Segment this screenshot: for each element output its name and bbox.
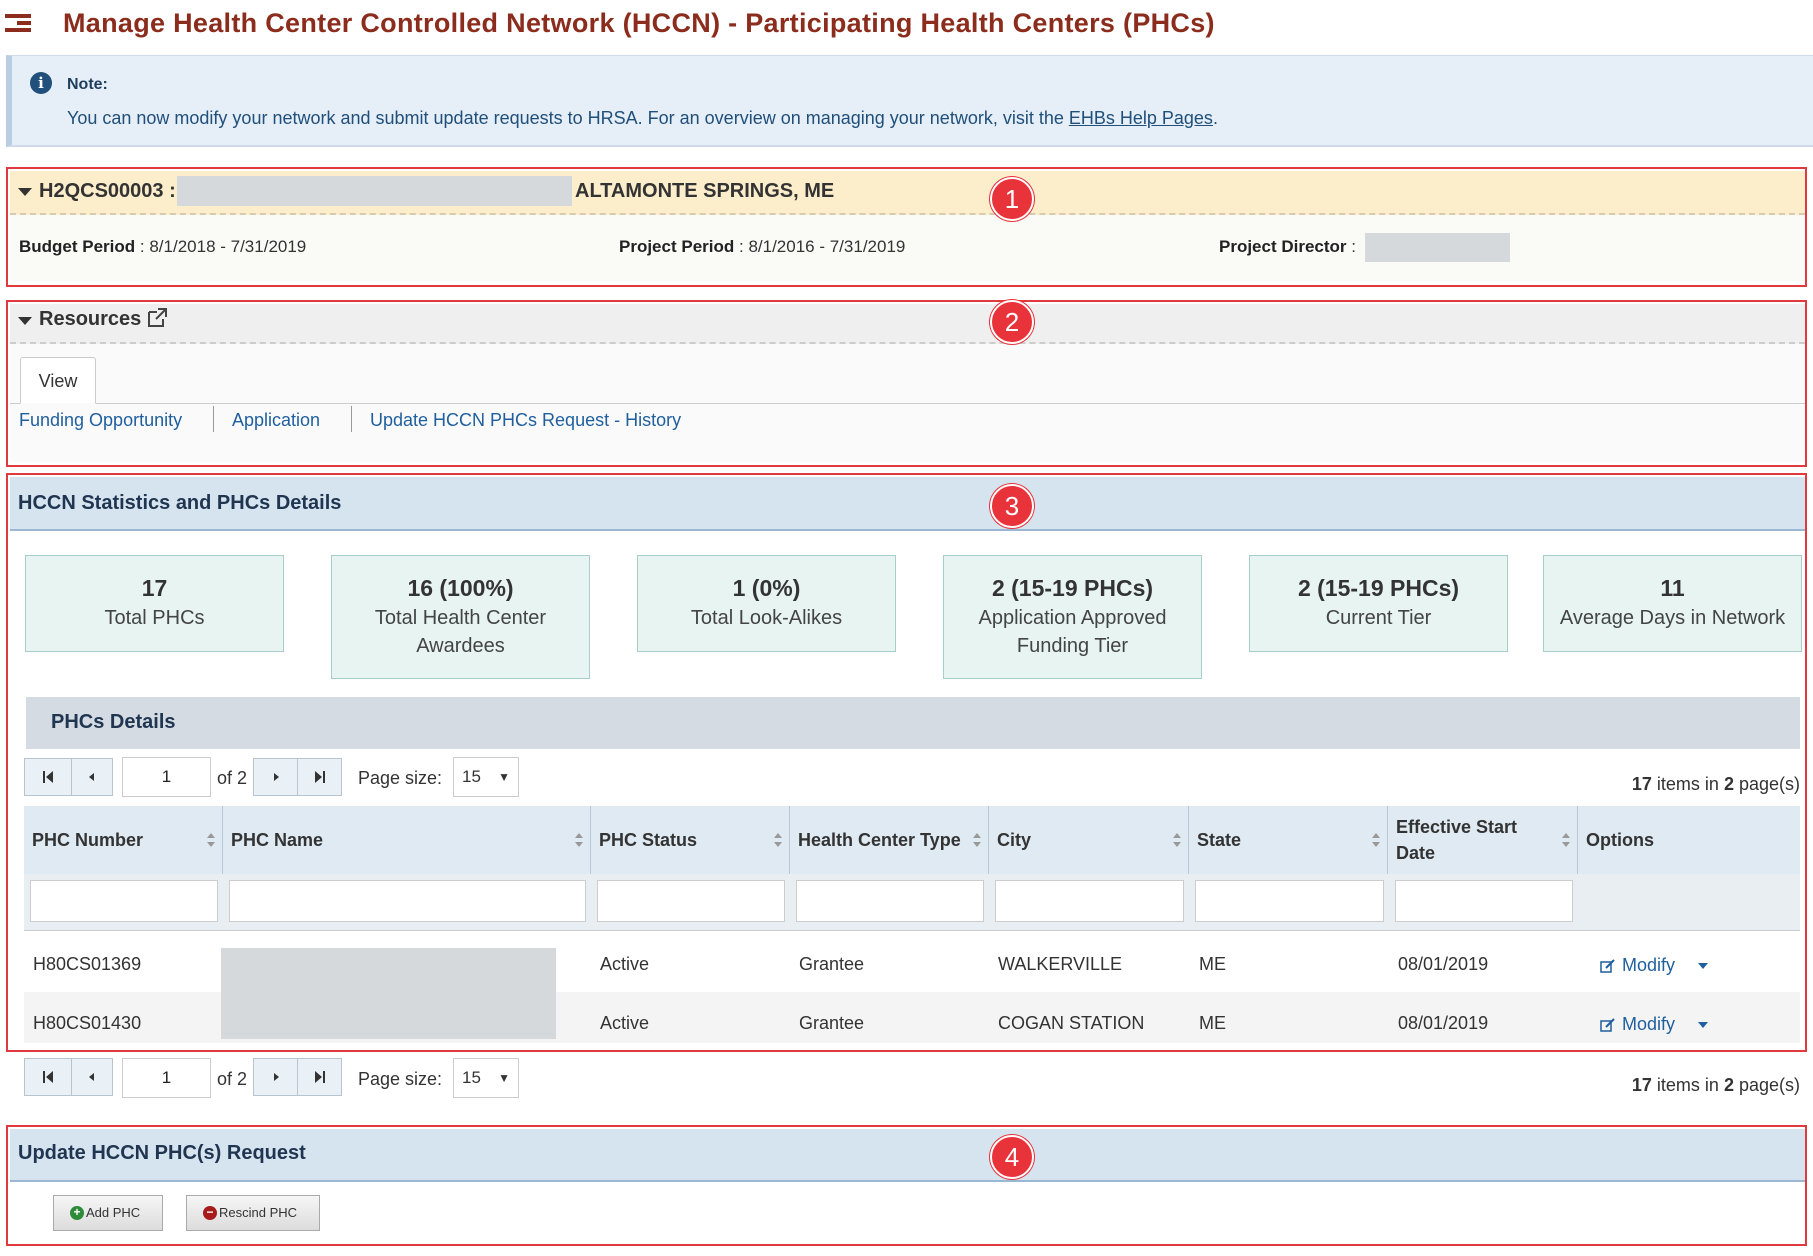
add-phc-label: Add PHC [86, 1205, 141, 1220]
project-period-label: Project Period [619, 237, 735, 256]
stat-value: 16 (100%) [407, 575, 514, 601]
stat-label-2: Awardees [416, 635, 505, 657]
stat-label: Total PHCs [104, 607, 205, 629]
stat-value: 2 (15-19 PHCs) [1297, 575, 1460, 601]
annotation-badge-1: 1 [990, 177, 1034, 221]
cell-city: WALKERVILLE [998, 954, 1123, 974]
cell-city: COGAN STATION [998, 1013, 1145, 1033]
stat-value: 2 (15-19 PHCs) [991, 575, 1154, 601]
funding-opportunity-link[interactable]: Funding Opportunity [19, 410, 183, 430]
annotation-box-2 [6, 300, 1807, 467]
items-count: 17 [1631, 1075, 1652, 1095]
page-of-label: of 2 [217, 768, 248, 788]
budget-period-label: Budget Period [19, 237, 136, 256]
note-label: Note: [67, 76, 108, 93]
modify-link[interactable]: Modify [1622, 955, 1676, 975]
cell-status: Active [600, 954, 650, 974]
stat-label: Total Look-Alikes [690, 607, 843, 629]
first-page-button[interactable] [24, 1058, 72, 1096]
first-page-icon [41, 1070, 55, 1084]
next-page-button[interactable] [253, 1058, 298, 1096]
last-page-button[interactable] [297, 1058, 342, 1096]
modify-link[interactable]: Modify [1622, 1014, 1676, 1034]
last-page-icon [313, 1070, 327, 1084]
project-director-label: Project Director [1219, 237, 1347, 256]
info-icon: i [30, 72, 52, 94]
stat-value: 17 [141, 575, 168, 601]
page-title: Manage Health Center Controlled Network (HCCN) - Participating Health Centers (PHCs) [63, 8, 1215, 38]
annotation-box-4 [6, 1125, 1807, 1246]
tab-view[interactable]: View [20, 357, 96, 404]
page-number-input[interactable]: 1 [122, 1058, 211, 1098]
page-size-select[interactable] [453, 1058, 519, 1098]
application-link[interactable]: Application [232, 410, 321, 430]
page-size-label: Page size: [358, 1069, 443, 1089]
project-director-value: : [1351, 237, 1357, 256]
note-tail: . [1212, 108, 1218, 128]
stat-label: Total Health Center [374, 607, 547, 629]
col-label: Health Center Type [798, 830, 961, 850]
annotation-box-1 [6, 167, 1807, 287]
page-number-input[interactable]: 1 [122, 757, 211, 797]
note-text [67, 108, 1218, 129]
prev-page-button[interactable] [71, 1058, 113, 1096]
page-size-value: 15 [462, 767, 481, 786]
project-period-value: : 8/1/2016 - 7/31/2019 [739, 237, 906, 256]
col-label-line1: Effective Start [1396, 817, 1518, 837]
minus-icon: − [203, 1206, 217, 1220]
items-mid: items in [1651, 774, 1724, 794]
col-label: PHC Number [32, 830, 144, 850]
cell-state: ME [1199, 1013, 1226, 1033]
note-panel [6, 55, 1813, 147]
dropdown-arrow-icon: ▼ [498, 770, 510, 784]
items-count: 17 [1631, 774, 1652, 794]
annotation-badge-3: 3 [990, 484, 1034, 528]
resources-title: Resources [39, 308, 142, 330]
request-history-link[interactable]: Update HCCN PHCs Request - History [370, 410, 682, 430]
pages-count: 2 [1723, 1075, 1734, 1095]
stat-label: Application Approved [978, 607, 1167, 629]
cell-type: Grantee [799, 954, 865, 974]
prev-page-icon [85, 1070, 99, 1084]
pages-count: 2 [1723, 774, 1734, 794]
dropdown-arrow-icon: ▼ [498, 1071, 510, 1085]
stats-section-title: HCCN Statistics and PHCs Details [18, 492, 342, 514]
stat-value: 1 (0%) [732, 575, 801, 601]
col-label: PHC Status [599, 830, 698, 850]
pages-tail: page(s) [1733, 1075, 1800, 1095]
grant-location: ALTAMONTE SPRINGS, ME [575, 180, 835, 202]
col-label: Options [1586, 830, 1654, 850]
col-label: City [997, 830, 1032, 850]
items-info [1570, 1075, 1800, 1096]
annotation-badge-4: 4 [990, 1135, 1034, 1179]
stat-label: Current Tier [1325, 607, 1432, 629]
cell-phc-number: H80CS01430 [33, 1013, 142, 1033]
pages-tail: page(s) [1733, 774, 1800, 794]
cell-state: ME [1199, 954, 1226, 974]
annotation-box-3 [6, 473, 1807, 1052]
cell-start-date: 08/01/2019 [1398, 954, 1489, 974]
note-message: You can now modify your network and submit update requests to HRSA. For an overview on managing your network, visit the [67, 108, 1069, 128]
rescind-phc-label: Rescind PHC [219, 1205, 298, 1220]
cell-phc-number: H80CS01369 [33, 954, 142, 974]
update-section-title: Update HCCN PHC(s) Request [18, 1142, 306, 1164]
page-size-value: 15 [462, 1068, 481, 1087]
cell-type: Grantee [799, 1013, 865, 1033]
menu-icon[interactable] [5, 14, 31, 34]
ehbs-help-link[interactable]: EHBs Help Pages [1068, 108, 1213, 128]
cell-status: Active [600, 1013, 650, 1033]
cell-start-date: 08/01/2019 [1398, 1013, 1489, 1033]
page-size-label: Page size: [358, 768, 443, 788]
page-of-label: of 2 [217, 1069, 248, 1089]
stat-label-2: Funding Tier [1016, 635, 1129, 657]
annotation-badge-2: 2 [990, 300, 1034, 344]
grant-id: H2QCS00003 : [39, 180, 176, 202]
col-label: PHC Name [231, 830, 324, 850]
col-label: State [1197, 830, 1242, 850]
budget-period-value: : 8/1/2018 - 7/31/2019 [139, 237, 307, 256]
plus-icon: + [70, 1206, 84, 1220]
col-label-line2: Date [1396, 843, 1436, 863]
stat-value: 11 [1660, 575, 1685, 601]
items-mid: items in [1651, 1075, 1724, 1095]
stat-label: Average Days in Network [1559, 607, 1786, 629]
phc-details-title: PHCs Details [51, 711, 176, 733]
next-page-icon [269, 1070, 283, 1084]
